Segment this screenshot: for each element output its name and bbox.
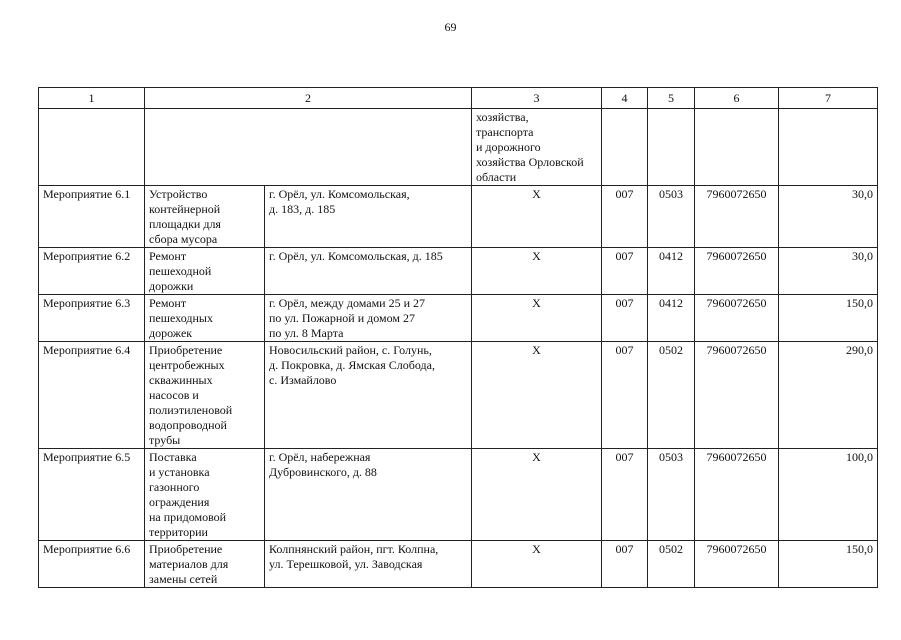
name-cell-line: центробежных: [149, 358, 225, 372]
continuation-line: хозяйства,: [476, 110, 529, 124]
address-cell-line: Дубровинского, д. 88: [269, 465, 377, 479]
header-col-2: 2: [145, 88, 472, 109]
name-cell-line: площадки для: [149, 217, 221, 231]
continuation-cell-3: [472, 109, 602, 186]
name-cell-line: скважинных: [149, 373, 213, 387]
address-cell-line: Колпнянский район, пгт. Колпна,: [269, 542, 439, 556]
continuation-line: транспорта: [476, 125, 534, 139]
name-cell: [145, 342, 265, 449]
continuation-line: хозяйства Орловской: [476, 155, 584, 169]
header-col-7: 7: [779, 88, 878, 109]
col3-cell: Х: [472, 186, 602, 248]
address-cell-line: г. Орёл, между домами 25 и 27: [269, 296, 426, 310]
col4-cell: 007: [602, 295, 648, 342]
address-cell-line: по ул. 8 Марта: [269, 326, 344, 340]
table-row: [39, 541, 878, 588]
name-cell: [145, 541, 265, 588]
col6-cell: 7960072650: [695, 541, 779, 588]
continuation-line: и дорожного: [476, 140, 541, 154]
table-row: [39, 342, 878, 449]
col3-cell: Х: [472, 295, 602, 342]
name-cell-line: замены сетей: [149, 572, 218, 586]
event-cell: Мероприятие 6.2: [39, 248, 145, 295]
col7-cell: 100,0: [779, 449, 878, 541]
event-cell: Мероприятие 6.5: [39, 449, 145, 541]
address-cell-line: д. 183, д. 185: [269, 202, 336, 216]
address-cell-line: д. Покровка, д. Ямская Слобода,: [269, 358, 435, 372]
col3-cell: Х: [472, 541, 602, 588]
table-row: [39, 295, 878, 342]
name-cell-line: газонного: [149, 480, 200, 494]
address-cell: [265, 186, 472, 248]
address-cell: [265, 342, 472, 449]
col4-cell: 007: [602, 541, 648, 588]
budget-table: [38, 87, 878, 588]
table-row: [39, 248, 878, 295]
name-cell-line: Устройство: [149, 187, 208, 201]
continuation-row: [39, 109, 878, 186]
name-cell-line: водопроводной: [149, 418, 227, 432]
col7-cell: 150,0: [779, 295, 878, 342]
name-cell: [145, 186, 265, 248]
address-cell: [265, 295, 472, 342]
continuation-cell-5: [648, 109, 695, 186]
continuation-cell-4: [602, 109, 648, 186]
col4-cell: 007: [602, 342, 648, 449]
col3-cell: Х: [472, 449, 602, 541]
address-cell: [265, 541, 472, 588]
event-cell: Мероприятие 6.3: [39, 295, 145, 342]
header-col-5: 5: [648, 88, 695, 109]
table-row: [39, 449, 878, 541]
name-cell-line: трубы: [149, 433, 181, 447]
col5-cell: 0502: [648, 342, 695, 449]
address-cell: [265, 449, 472, 541]
col7-cell: 150,0: [779, 541, 878, 588]
name-cell-line: дорожек: [149, 326, 193, 340]
header-col-3: 3: [472, 88, 602, 109]
address-cell-line: по ул. Пожарной и домом 27: [269, 311, 415, 325]
name-cell-line: контейнерной: [149, 202, 221, 216]
address-cell-line: с. Измайлово: [269, 373, 337, 387]
col6-cell: 7960072650: [695, 186, 779, 248]
name-cell-line: дорожки: [149, 279, 194, 293]
col7-cell: 290,0: [779, 342, 878, 449]
header-col-6: 6: [695, 88, 779, 109]
address-cell: [265, 248, 472, 295]
col5-cell: 0412: [648, 248, 695, 295]
col5-cell: 0503: [648, 186, 695, 248]
header-col-1: 1: [39, 88, 145, 109]
name-cell-line: и установка: [149, 465, 210, 479]
name-cell: [145, 248, 265, 295]
event-cell: Мероприятие 6.6: [39, 541, 145, 588]
event-cell: Мероприятие 6.1: [39, 186, 145, 248]
name-cell-line: на придомовой: [149, 510, 227, 524]
continuation-cell-1: [39, 109, 145, 186]
col5-cell: 0412: [648, 295, 695, 342]
name-cell-line: пешеходной: [149, 264, 212, 278]
address-cell-line: г. Орёл, ул. Комсомольская,: [269, 187, 410, 201]
table-row: [39, 186, 878, 248]
page-number: 69: [444, 20, 457, 34]
col3-cell: Х: [472, 342, 602, 449]
name-cell: [145, 449, 265, 541]
col4-cell: 007: [602, 449, 648, 541]
col7-cell: 30,0: [779, 186, 878, 248]
name-cell-line: Ремонт: [149, 296, 187, 310]
col6-cell: 7960072650: [695, 449, 779, 541]
col5-cell: 0503: [648, 449, 695, 541]
continuation-cell-7: [779, 109, 878, 186]
col6-cell: 7960072650: [695, 248, 779, 295]
col5-cell: 0502: [648, 541, 695, 588]
col7-cell: 30,0: [779, 248, 878, 295]
name-cell-line: Поставка: [149, 450, 197, 464]
col4-cell: 007: [602, 248, 648, 295]
continuation-cell-6: [695, 109, 779, 186]
event-cell: Мероприятие 6.4: [39, 342, 145, 449]
name-cell-line: территории: [149, 525, 208, 539]
header-col-4: 4: [602, 88, 648, 109]
name-cell-line: полиэтиленовой: [149, 403, 233, 417]
address-cell-line: г. Орёл, набережная: [269, 450, 371, 464]
name-cell-line: Ремонт: [149, 249, 187, 263]
header-row: [39, 88, 878, 109]
name-cell-line: Приобретение: [149, 542, 223, 556]
address-cell-line: г. Орёл, ул. Комсомольская, д. 185: [269, 249, 443, 263]
name-cell-line: сбора мусора: [149, 232, 218, 246]
col4-cell: 007: [602, 186, 648, 248]
continuation-line: области: [476, 170, 517, 184]
address-cell-line: Новосильский район, с. Голунь,: [269, 343, 432, 357]
name-cell-line: материалов для: [149, 557, 229, 571]
col6-cell: 7960072650: [695, 342, 779, 449]
name-cell-line: насосов и: [149, 388, 199, 402]
continuation-cell-2: [145, 109, 472, 186]
col3-cell: Х: [472, 248, 602, 295]
name-cell-line: пешеходных: [149, 311, 213, 325]
address-cell-line: ул. Терешковой, ул. Заводская: [269, 557, 423, 571]
name-cell-line: ограждения: [149, 495, 210, 509]
name-cell: [145, 295, 265, 342]
col6-cell: 7960072650: [695, 295, 779, 342]
name-cell-line: Приобретение: [149, 343, 223, 357]
